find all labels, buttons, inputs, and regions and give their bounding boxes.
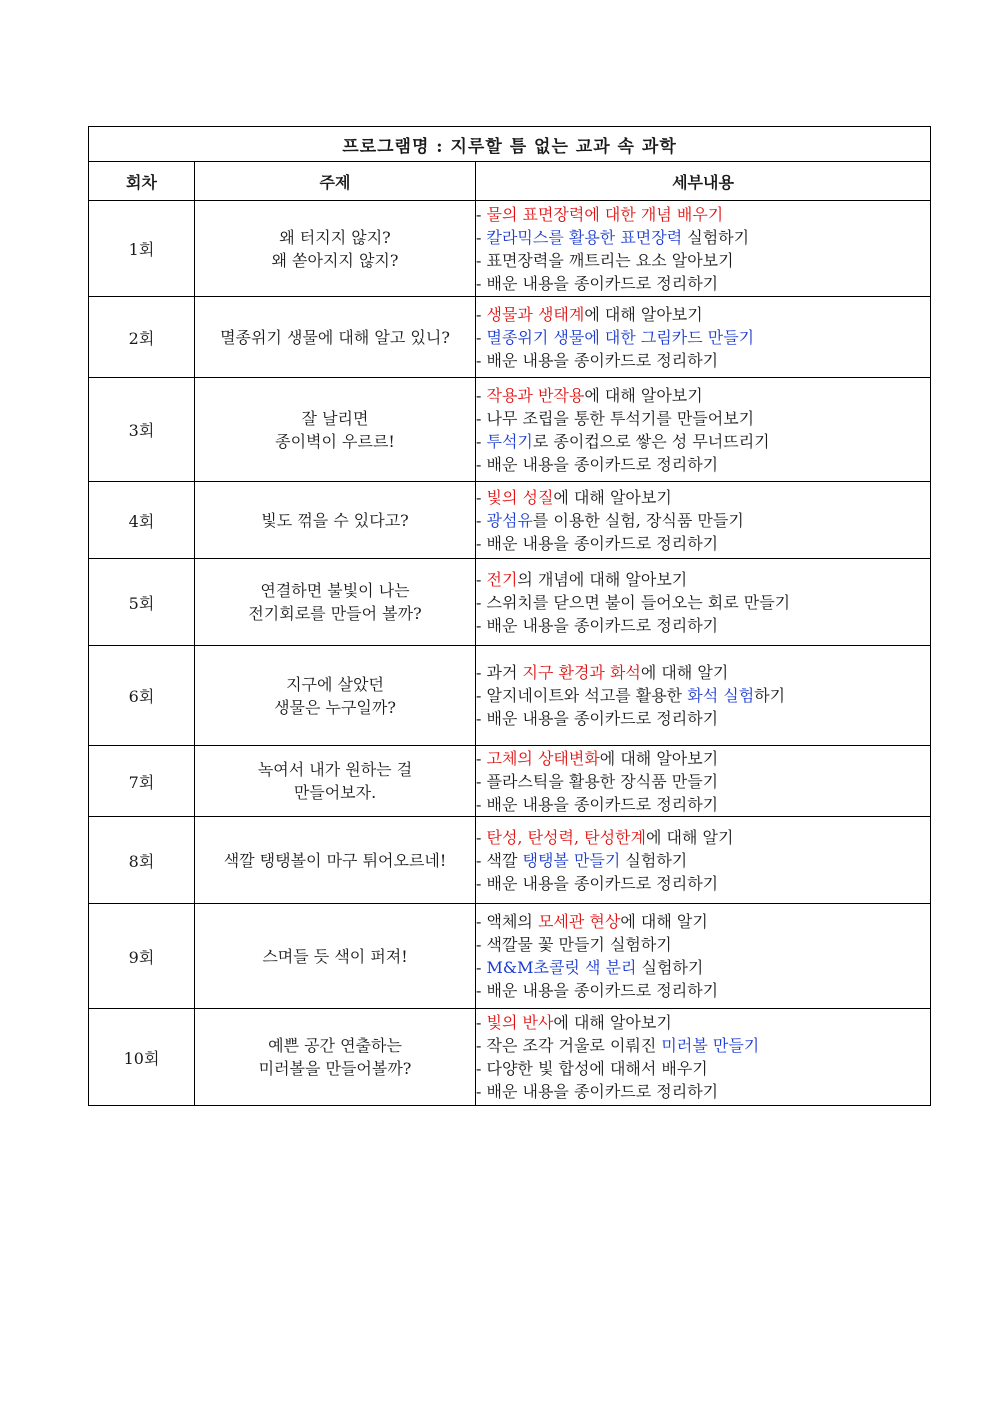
session-details: [476, 646, 931, 746]
detail-text: 에 대해 알아보기: [553, 1013, 672, 1032]
detail-text: -: [476, 569, 487, 589]
session-topic: [195, 904, 476, 1009]
detail-line: [476, 272, 930, 295]
table-row: [89, 297, 931, 378]
detail-line: [476, 1034, 930, 1057]
detail-line: [476, 707, 930, 730]
session-number: 4회: [89, 482, 195, 559]
session-topic: [195, 746, 476, 817]
session-rows: [89, 201, 931, 1106]
detail-text: - 나무 조립을 통한 투석기를 만들어보기: [476, 408, 755, 428]
detail-text: - 작은 조각 거울로 이뤄진: [476, 1036, 662, 1055]
header-session: 회차: [89, 162, 195, 201]
table-row: [89, 482, 931, 559]
topic-line: 잘 날리면: [301, 408, 369, 428]
detail-line: [476, 661, 930, 684]
detail-text: 에 대해 알기: [620, 912, 708, 931]
highlight-text: 탄성, 탄성력, 탄성한계: [486, 827, 646, 847]
session-details: [476, 297, 931, 378]
session-topic: [195, 559, 476, 646]
program-table: [88, 126, 931, 1106]
topic-line: 왜 쏟아지지 않지?: [271, 250, 399, 270]
detail-text: 에 대해 알기: [645, 827, 734, 847]
topic-line: 멸종위기 생물에 대해 알고 있니?: [220, 327, 450, 347]
detail-line: [476, 1057, 930, 1080]
detail-line: [476, 384, 930, 407]
detail-text: - 배운 내용을 종이카드로 정리하기: [476, 615, 719, 635]
detail-text: 로 종이컵으로 쌓은 성 무너뜨리기: [532, 431, 770, 451]
detail-line: [476, 509, 930, 532]
session-number: 5회: [89, 559, 195, 646]
highlight-text: 작용과 반작용: [486, 385, 585, 405]
detail-line: [476, 614, 930, 637]
detail-text: 에 대해 알아보기: [584, 385, 703, 405]
detail-line: [476, 849, 930, 872]
topic-line: 지구에 살았던: [286, 674, 384, 694]
topic-line: 빛도 꺾을 수 있다고?: [261, 510, 409, 530]
detail-line: [476, 933, 930, 956]
session-number: 10회: [89, 1009, 195, 1106]
detail-text: - 배운 내용을 종이카드로 정리하기: [476, 1082, 719, 1101]
detail-text: 를 이용한 실험, 장식품 만들기: [532, 510, 744, 530]
session-topic: [195, 817, 476, 904]
table-row: [89, 746, 931, 817]
session-number: 8회: [89, 817, 195, 904]
highlight-text: 탱탱볼 만들기: [522, 850, 621, 870]
session-number: 6회: [89, 646, 195, 746]
detail-text: -: [476, 431, 487, 451]
topic-line: 생물은 누구일까?: [274, 697, 396, 717]
topic-line: 연결하면 불빛이 나는: [260, 581, 410, 600]
topic-line: 종이벽이 우르르!: [275, 431, 395, 451]
detail-line: [476, 203, 930, 226]
detail-text: -: [476, 227, 487, 247]
detail-line: [476, 1011, 930, 1034]
session-topic: [195, 297, 476, 378]
session-topic: [195, 1009, 476, 1106]
highlight-text: 광섬유: [486, 510, 533, 530]
detail-line: [476, 407, 930, 430]
detail-text: - 알지네이트와 석고를 활용한: [476, 686, 688, 705]
detail-text: 에 대해 알아보기: [599, 748, 719, 768]
highlight-text: 미러볼 만들기: [661, 1036, 760, 1055]
session-details: [476, 817, 931, 904]
detail-text: - 배운 내용을 종이카드로 정리하기: [476, 350, 719, 370]
detail-text: -: [476, 487, 487, 507]
detail-text: 실험하기: [620, 850, 688, 870]
detail-text: - 다양한 빛 합성에 대해서 배우기: [476, 1059, 708, 1078]
detail-text: -: [476, 510, 487, 530]
detail-line: [476, 249, 930, 272]
highlight-text: 빛의 반사: [486, 1013, 554, 1032]
table-row: [89, 378, 931, 482]
detail-text: -: [476, 827, 487, 847]
topic-line: 미러볼을 만들어볼까?: [258, 1059, 412, 1078]
detail-text: - 액체의: [476, 912, 538, 931]
detail-line: [476, 826, 930, 849]
table-row: [89, 559, 931, 646]
topic-line: 색깔 탱탱볼이 마구 튀어오르네!: [223, 850, 447, 870]
highlight-text: 물의 표면장력에 대한 개념 배우기: [486, 204, 724, 224]
session-number: 9회: [89, 904, 195, 1009]
detail-text: 하기: [754, 686, 786, 705]
header-details: 세부내용: [476, 162, 931, 201]
detail-line: [476, 453, 930, 476]
highlight-text: 고체의 상태변화: [486, 748, 600, 768]
detail-text: -: [476, 1013, 487, 1032]
detail-line: [476, 1080, 930, 1103]
session-topic: [195, 201, 476, 297]
detail-text: - 배운 내용을 종이카드로 정리하기: [476, 533, 719, 553]
detail-line: [476, 770, 930, 793]
detail-line: [476, 430, 930, 453]
session-details: [476, 746, 931, 817]
topic-line: 전기회로를 만들어 볼까?: [248, 604, 422, 623]
highlight-text: 투석기: [486, 431, 533, 451]
topic-line: 예쁜 공간 연출하는: [268, 1036, 402, 1055]
table-row: [89, 646, 931, 746]
highlight-text: 전기: [486, 569, 518, 589]
detail-text: - 과거: [476, 663, 523, 682]
highlight-text: 칼라믹스를 활용한 표면장력: [486, 227, 683, 247]
detail-line: [476, 979, 930, 1002]
detail-text: - 배운 내용을 종이카드로 정리하기: [476, 273, 719, 293]
detail-text: 실험하기: [682, 227, 750, 247]
detail-line: [476, 303, 930, 326]
topic-line: 만들어보자.: [293, 783, 377, 802]
detail-text: - 배운 내용을 종이카드로 정리하기: [476, 794, 719, 814]
session-topic: [195, 646, 476, 746]
session-number: 2회: [89, 297, 195, 378]
detail-text: 에 대해 알기: [640, 663, 729, 682]
table-row: [89, 201, 931, 297]
session-details: [476, 1009, 931, 1106]
detail-text: - 스위치를 닫으면 불이 들어오는 회로 만들기: [476, 592, 791, 612]
detail-text: - 색깔물 꽃 만들기 실험하기: [476, 935, 672, 954]
topic-line: 스며들 듯 색이 퍼져!: [262, 946, 408, 966]
detail-text: 실험하기: [636, 958, 704, 977]
detail-text: -: [476, 385, 487, 405]
detail-text: -: [476, 327, 487, 347]
highlight-text: 화석 실험: [687, 686, 755, 705]
highlight-text: 멸종위기 생물에 대한 그림카드 만들기: [486, 327, 755, 347]
detail-line: [476, 872, 930, 895]
session-topic: [195, 378, 476, 482]
detail-line: [476, 349, 930, 372]
detail-text: - 플라스틱을 활용한 장식품 만들기: [476, 771, 719, 791]
detail-text: -: [476, 204, 487, 224]
highlight-text: M&M초콜릿 색 분리: [486, 958, 637, 977]
detail-text: -: [476, 304, 487, 324]
session-details: [476, 201, 931, 297]
detail-line: [476, 568, 930, 591]
highlight-text: 빛의 성질: [486, 487, 554, 507]
highlight-text: 지구 환경과 화석: [522, 663, 641, 682]
detail-text: - 배운 내용을 종이카드로 정리하기: [476, 454, 719, 474]
header-topic: 주제: [195, 162, 476, 201]
session-number: 3회: [89, 378, 195, 482]
session-details: [476, 559, 931, 646]
detail-line: [476, 684, 930, 707]
detail-text: - 배운 내용을 종이카드로 정리하기: [476, 873, 719, 893]
detail-text: 에 대해 알아보기: [584, 304, 703, 324]
detail-line: [476, 956, 930, 979]
detail-text: -: [476, 958, 487, 977]
session-details: [476, 904, 931, 1009]
detail-line: [476, 226, 930, 249]
table-row: [89, 904, 931, 1009]
detail-text: - 색깔: [476, 850, 523, 870]
program-title: 프로그램명 : 지루할 틈 없는 교과 속 과학: [89, 127, 931, 162]
detail-line: [476, 793, 930, 816]
detail-text: 의 개념에 대해 알아보기: [517, 569, 688, 589]
session-details: [476, 378, 931, 482]
detail-text: 에 대해 알아보기: [553, 487, 672, 507]
detail-text: - 배운 내용을 종이카드로 정리하기: [476, 709, 719, 728]
highlight-text: 생물과 생태계: [486, 304, 585, 324]
detail-line: [476, 532, 930, 555]
session-details: [476, 482, 931, 559]
detail-text: - 배운 내용을 종이카드로 정리하기: [476, 981, 719, 1000]
table-row: [89, 817, 931, 904]
session-number: 1회: [89, 201, 195, 297]
detail-text: -: [476, 748, 487, 768]
detail-line: [476, 326, 930, 349]
detail-text: - 표면장력을 깨트리는 요소 알아보기: [476, 250, 734, 270]
detail-line: [476, 747, 930, 770]
table-row: [89, 1009, 931, 1106]
session-topic: [195, 482, 476, 559]
session-number: 7회: [89, 746, 195, 817]
topic-line: 왜 터지지 않지?: [279, 227, 391, 247]
detail-line: [476, 910, 930, 933]
topic-line: 녹여서 내가 원하는 걸: [257, 760, 413, 779]
detail-line: [476, 486, 930, 509]
highlight-text: 모세관 현상: [537, 912, 621, 931]
detail-line: [476, 591, 930, 614]
